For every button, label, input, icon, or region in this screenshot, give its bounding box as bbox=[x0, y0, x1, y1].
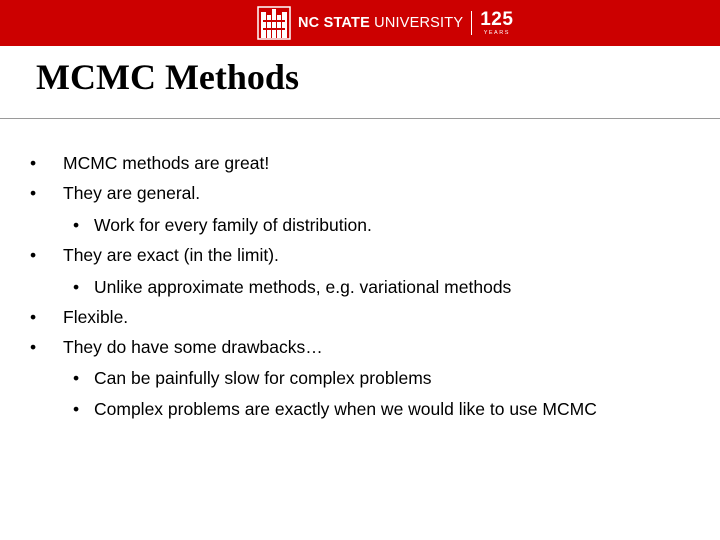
anniversary-label: YEARS bbox=[483, 29, 510, 36]
bullet-text: Complex problems are exactly when we would like to use MCMC bbox=[94, 399, 597, 419]
university-logo bbox=[257, 6, 513, 40]
bullet-text: Can be painfully slow for complex problems bbox=[94, 368, 432, 388]
bullet-marker: • bbox=[73, 215, 80, 235]
bullet-marker: • bbox=[30, 183, 37, 203]
bullet-marker: • bbox=[73, 368, 80, 388]
bullet-text: They do have some drawbacks… bbox=[63, 337, 323, 357]
bullet-marker: • bbox=[73, 399, 80, 419]
bullet-text: Unlike approximate methods, e.g. variational methods bbox=[94, 277, 512, 297]
bullet-text: Work for every family of distribution. bbox=[94, 215, 372, 235]
bullet-marker: • bbox=[30, 245, 37, 265]
bullet-marker: • bbox=[30, 337, 37, 357]
bullet-text: MCMC methods are great! bbox=[63, 153, 270, 173]
bullet-text: They are general. bbox=[63, 183, 201, 203]
bullet-marker: • bbox=[30, 153, 37, 173]
bullet-marker: • bbox=[30, 307, 37, 327]
title-divider bbox=[0, 118, 720, 119]
bullet-marker: • bbox=[73, 277, 80, 297]
anniversary-mark bbox=[480, 10, 513, 37]
bullet-text: They are exact (in the limit). bbox=[63, 245, 279, 265]
university-name: NC STATE UNIVERSITY bbox=[298, 15, 464, 31]
bullet-text: Flexible. bbox=[63, 307, 129, 327]
logo-divider bbox=[471, 11, 472, 35]
belltower-icon bbox=[257, 6, 291, 40]
slide-title: MCMC Methods bbox=[36, 57, 299, 97]
anniversary-number: 125 bbox=[480, 8, 514, 30]
header-banner bbox=[0, 0, 720, 46]
